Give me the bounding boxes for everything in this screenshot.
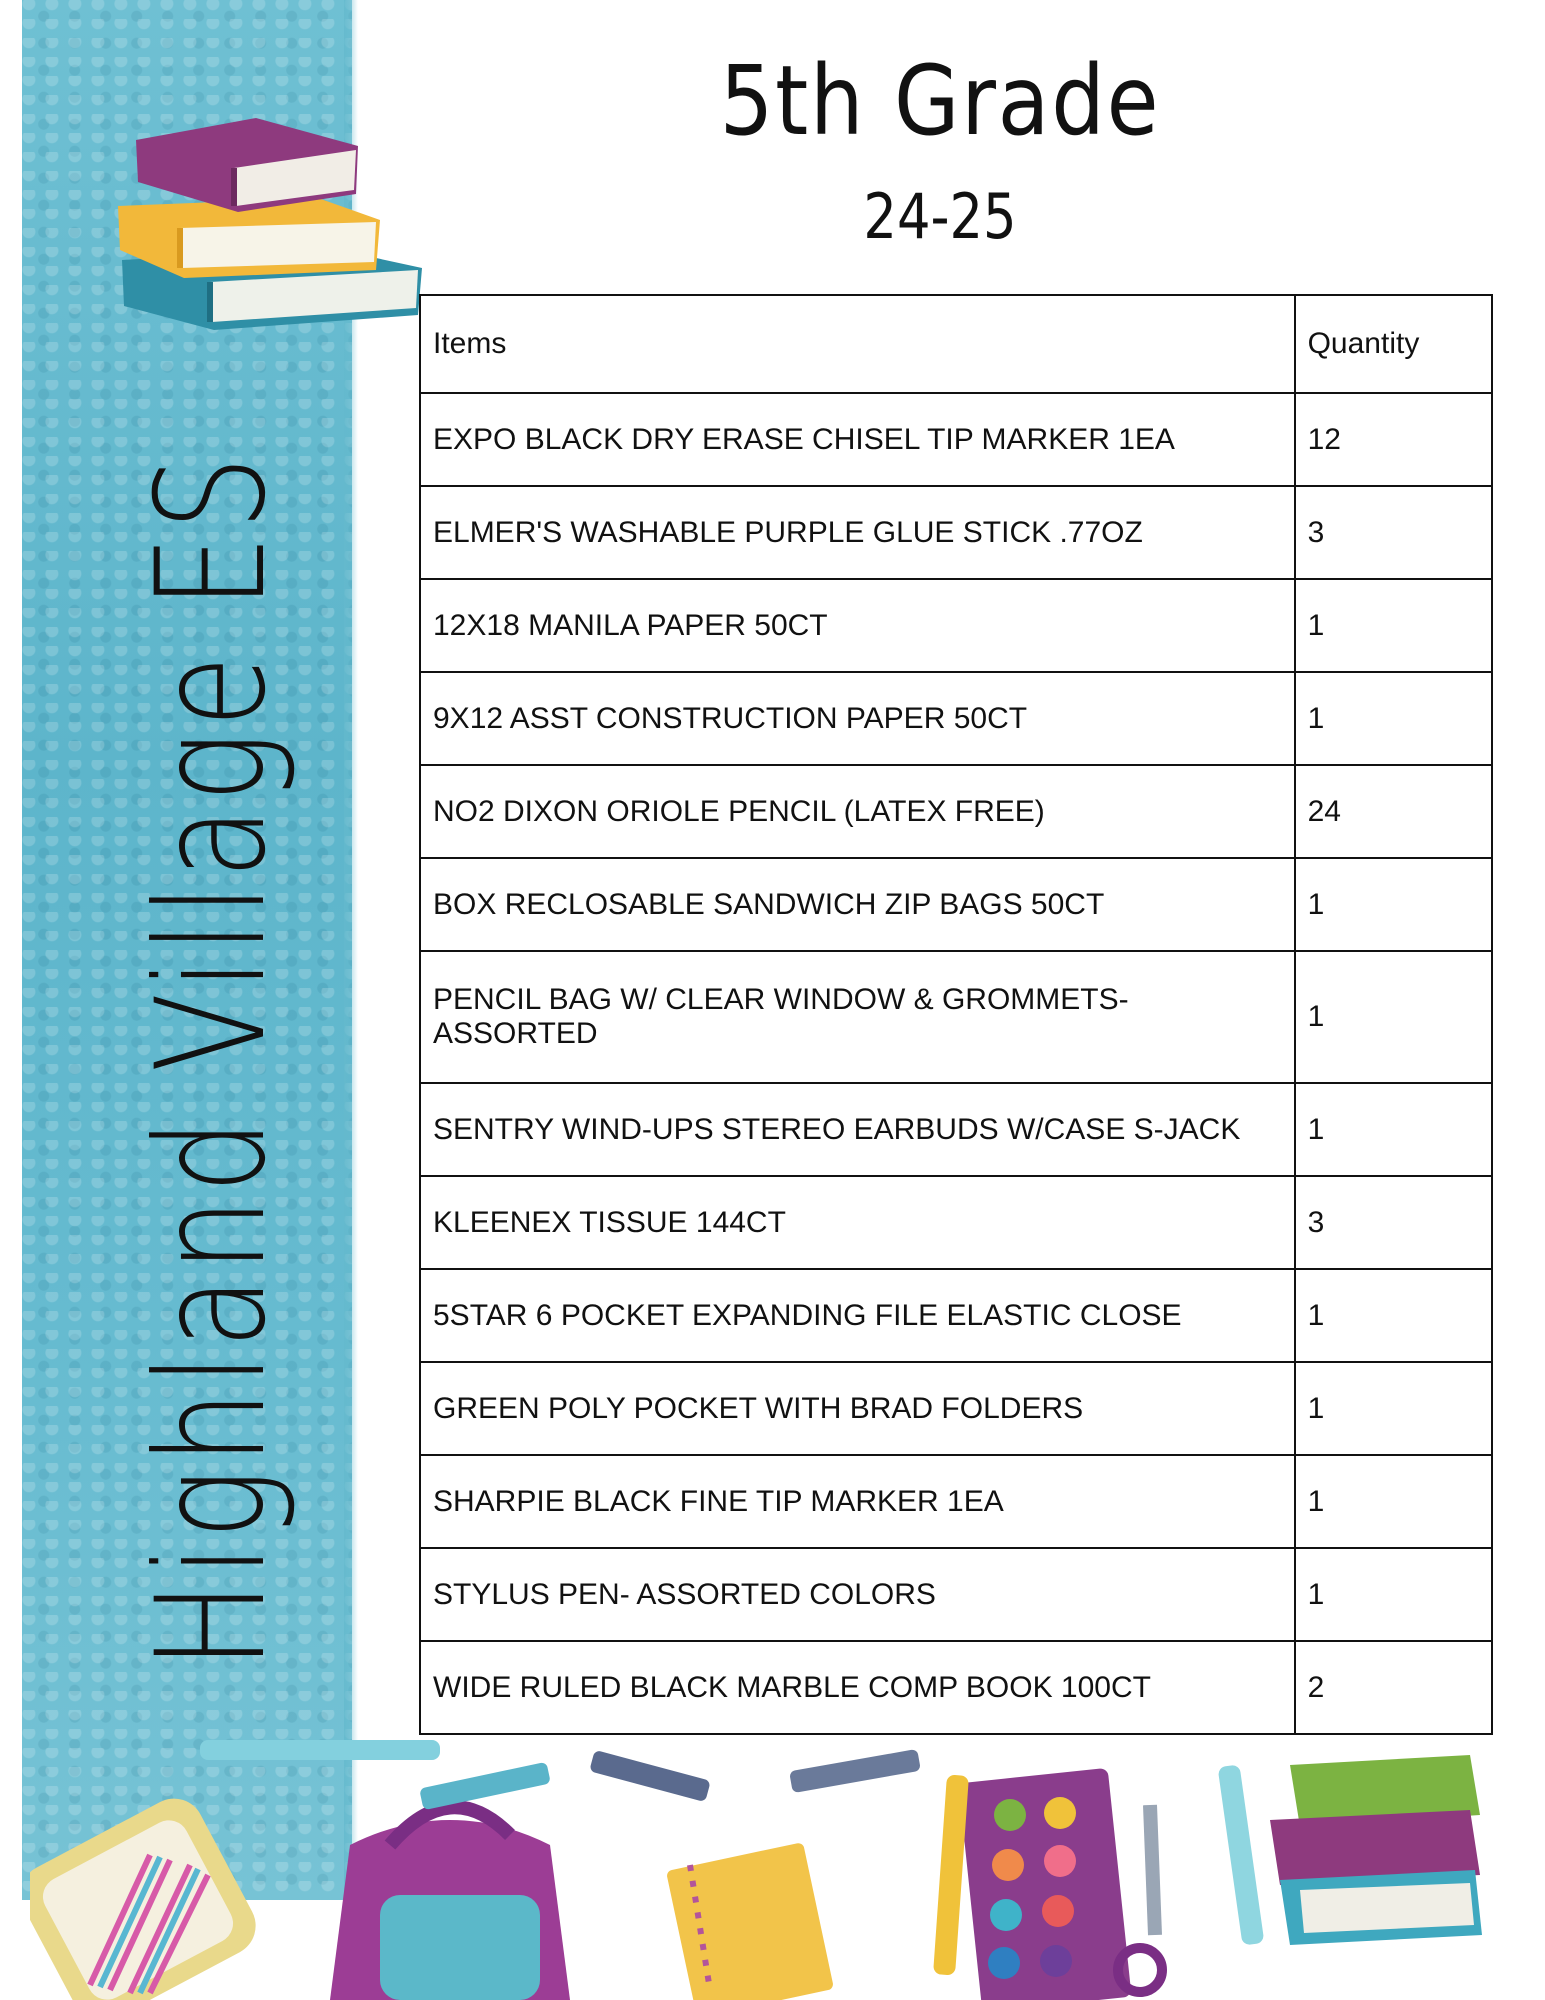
crayon-icon — [200, 1740, 921, 1810]
qty-cell: 1 — [1295, 951, 1492, 1083]
table-row — [420, 858, 1492, 951]
qty-cell: 3 — [1295, 486, 1492, 579]
item-cell: PENCIL BAG W/ CLEAR WINDOW & GROMMETS-ASSORTED — [420, 951, 1295, 1083]
item-cell: BOX RECLOSABLE SANDWICH ZIP BAGS 50CT — [420, 858, 1295, 951]
qty-cell: 1 — [1295, 1269, 1492, 1362]
qty-cell: 1 — [1295, 1362, 1492, 1455]
table-row — [420, 486, 1492, 579]
stacked-books-illustration — [118, 110, 428, 335]
qty-cell: 1 — [1295, 1083, 1492, 1176]
table-row — [420, 1362, 1492, 1455]
table-row — [420, 579, 1492, 672]
qty-cell: 1 — [1295, 1455, 1492, 1548]
item-cell: GREEN POLY POCKET WITH BRAD FOLDERS — [420, 1362, 1295, 1455]
grade-title: 5th Grade — [719, 45, 1161, 157]
school-name: Highland Village ES — [125, 451, 299, 1669]
qty-cell: 24 — [1295, 765, 1492, 858]
notebook-icon — [666, 1842, 834, 2000]
pencil-case-icon — [30, 1788, 266, 2000]
qty-cell: 3 — [1295, 1176, 1492, 1269]
qty-cell: 1 — [1295, 672, 1492, 765]
items-header: Items — [420, 295, 1295, 393]
quantity-header: Quantity — [1295, 295, 1492, 393]
backpack-icon — [330, 1807, 570, 2000]
item-cell: EXPO BLACK DRY ERASE CHISEL TIP MARKER 1EA — [420, 393, 1295, 486]
table-row — [420, 951, 1492, 1083]
item-cell: SHARPIE BLACK FINE TIP MARKER 1EA — [420, 1455, 1295, 1548]
school-name-container — [82, 390, 342, 1730]
school-supplies-illustration — [30, 1735, 1520, 2000]
qty-cell: 1 — [1295, 858, 1492, 951]
qty-cell: 1 — [1295, 579, 1492, 672]
qty-cell: 1 — [1295, 1548, 1492, 1641]
table-row — [420, 1548, 1492, 1641]
item-cell: NO2 DIXON ORIOLE PENCIL (LATEX FREE) — [420, 765, 1295, 858]
right-books-icon — [1270, 1755, 1482, 1945]
school-year: 24-25 — [863, 180, 1017, 253]
table-row — [420, 1455, 1492, 1548]
top-book-purple-icon — [136, 118, 358, 212]
paint-palette-icon — [958, 1768, 1131, 2000]
item-cell: WIDE RULED BLACK MARBLE COMP BOOK 100CT — [420, 1641, 1295, 1734]
table-row — [420, 1269, 1492, 1362]
item-cell: 12X18 MANILA PAPER 50CT — [420, 579, 1295, 672]
item-cell: KLEENEX TISSUE 144CT — [420, 1176, 1295, 1269]
supply-table — [419, 294, 1493, 1735]
table-header-row — [420, 295, 1492, 393]
table-row — [420, 393, 1492, 486]
item-cell: STYLUS PEN- ASSORTED COLORS — [420, 1548, 1295, 1641]
table-row — [420, 672, 1492, 765]
item-cell: SENTRY WIND-UPS STEREO EARBUDS W/CASE S-JACK — [420, 1083, 1295, 1176]
item-cell: 9X12 ASST CONSTRUCTION PAPER 50CT — [420, 672, 1295, 765]
qty-cell: 12 — [1295, 393, 1492, 486]
table-row — [420, 765, 1492, 858]
item-cell: ELMER'S WASHABLE PURPLE GLUE STICK .77OZ — [420, 486, 1295, 579]
table-row — [420, 1176, 1492, 1269]
table-row — [420, 1641, 1492, 1734]
table-row — [420, 1083, 1492, 1176]
item-cell: 5STAR 6 POCKET EXPANDING FILE ELASTIC CLOSE — [420, 1269, 1295, 1362]
qty-cell: 2 — [1295, 1641, 1492, 1734]
